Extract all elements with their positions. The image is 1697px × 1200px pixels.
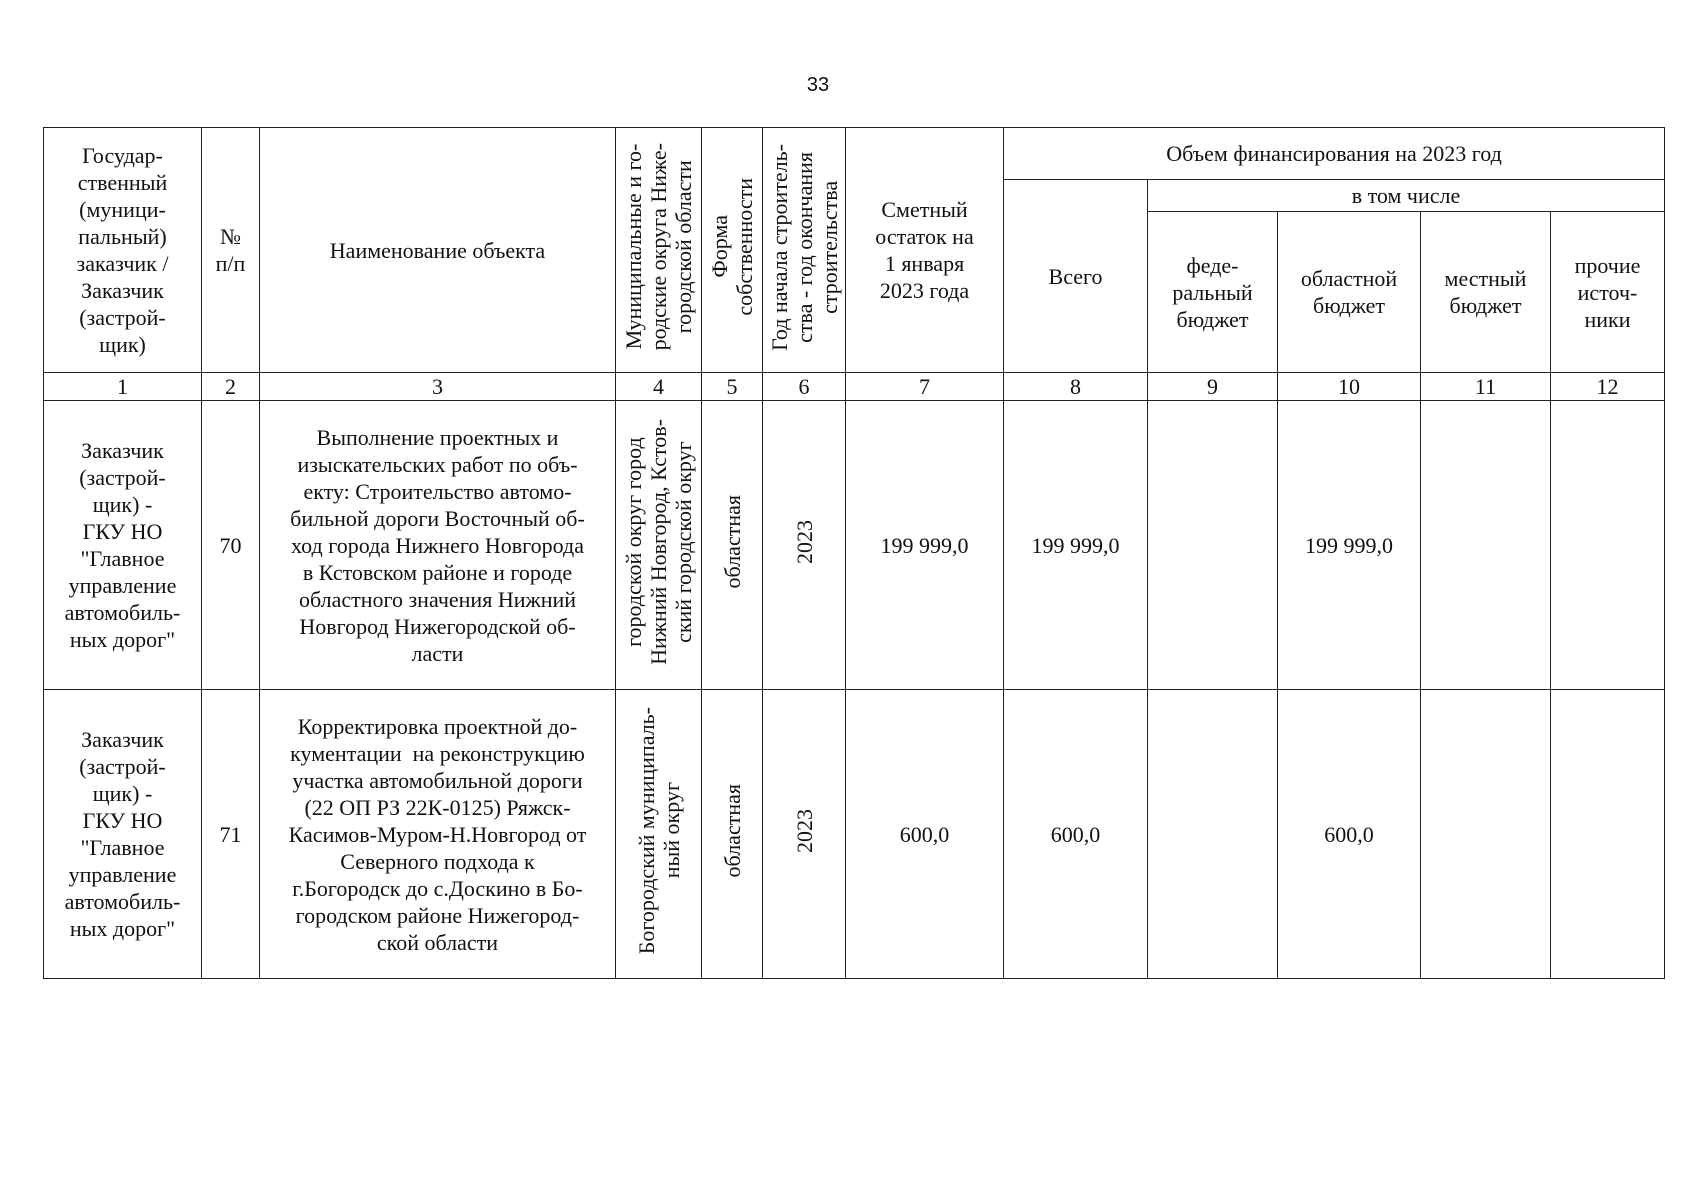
row-years-cell (763, 690, 846, 979)
header-federal: феде- ральный бюджет (1148, 212, 1278, 373)
row-federal (1148, 401, 1278, 690)
header-regional: областной бюджет (1278, 212, 1421, 373)
row-years-cell (763, 401, 846, 690)
row-municipal-cell (616, 690, 702, 979)
header-number: № п/п (202, 128, 260, 373)
row-total: 600,0 (1004, 690, 1148, 979)
row-number: 70 (202, 401, 260, 690)
column-number: 1 (44, 373, 202, 401)
column-number: 7 (846, 373, 1004, 401)
page-number: 33 (806, 74, 830, 96)
column-number: 2 (202, 373, 260, 401)
table-row (44, 401, 1665, 690)
row-estimate: 199 999,0 (846, 401, 1004, 690)
row-municipal: городской округ город Нижний Новгород, Кстов- ский городской округ (621, 419, 696, 665)
row-federal (1148, 690, 1278, 979)
header-municipal: Муниципальные и го- родские округа Ниже- городской области (621, 143, 696, 351)
row-ownership-cell (702, 401, 763, 690)
column-number: 3 (260, 373, 616, 401)
column-number: 5 (702, 373, 763, 401)
header-ownership-cell (702, 128, 763, 373)
header-municipal-cell (616, 128, 702, 373)
row-municipal: Богородский муниципаль- ный округ (633, 707, 684, 955)
row-object: Выполнение проектных и изыскательских работ по объ- екту: Строительство автомо- бильной дороги Восточный об- ход города Нижнего Новгорода в Кстовском районе и городе областного значения Нижний Новгород Нижегородской об- ласти (260, 401, 616, 690)
header-ownership: Форма собственности (707, 178, 757, 316)
row-object: Корректировка проектной до- кументации на реконструкцию участка автомобильной дороги (22 ОП РЗ 22К-0125) Ряжск- Касимов-Муром-Н.Новгород от Северного подхода к г.Богородск до с.Доскино в Бо- городском районе Нижегород- ской области (260, 690, 616, 979)
column-number: 10 (1278, 373, 1421, 401)
header-object-name: Наименование объекта (260, 128, 616, 373)
column-number: 9 (1148, 373, 1278, 401)
header-including: в том числе (1148, 180, 1665, 212)
row-customer: Заказчик (застрой- щик) - ГКУ НО "Главное управление автомобиль- ных дорог" (44, 401, 202, 690)
header-local: местный бюджет (1421, 212, 1551, 373)
column-number: 6 (763, 373, 846, 401)
row-other (1551, 690, 1665, 979)
row-ownership-cell (702, 690, 763, 979)
header-total: Всего (1004, 180, 1148, 373)
column-number: 8 (1004, 373, 1148, 401)
row-local (1421, 690, 1551, 979)
column-number: 12 (1551, 373, 1665, 401)
row-regional: 600,0 (1278, 690, 1421, 979)
header-other: прочие источ- ники (1551, 212, 1665, 373)
header-years-cell (763, 128, 846, 373)
row-municipal-cell (616, 401, 702, 690)
row-local (1421, 401, 1551, 690)
financing-table (43, 127, 1665, 979)
row-years: 2023 (791, 809, 817, 853)
row-customer: Заказчик (застрой- щик) - ГКУ НО "Главное управление автомобиль- ных дорог" (44, 690, 202, 979)
row-ownership: областная (719, 784, 745, 878)
column-numbers-row (44, 373, 1665, 401)
header-years: Год начала строитель- ства - год окончания строительства (766, 143, 842, 351)
header-financing: Объем финансирования на 2023 год (1004, 128, 1665, 180)
row-total: 199 999,0 (1004, 401, 1148, 690)
row-years: 2023 (791, 520, 817, 564)
header-customer: Государ- ственный (муници- пальный) заказчик / Заказчик (застрой- щик) (44, 128, 202, 373)
row-other (1551, 401, 1665, 690)
table-row (44, 690, 1665, 979)
row-ownership: областная (719, 495, 745, 589)
header-estimate: Сметный остаток на 1 января 2023 года (846, 128, 1004, 373)
column-number: 4 (616, 373, 702, 401)
row-regional: 199 999,0 (1278, 401, 1421, 690)
row-estimate: 600,0 (846, 690, 1004, 979)
column-number: 11 (1421, 373, 1551, 401)
row-number: 71 (202, 690, 260, 979)
